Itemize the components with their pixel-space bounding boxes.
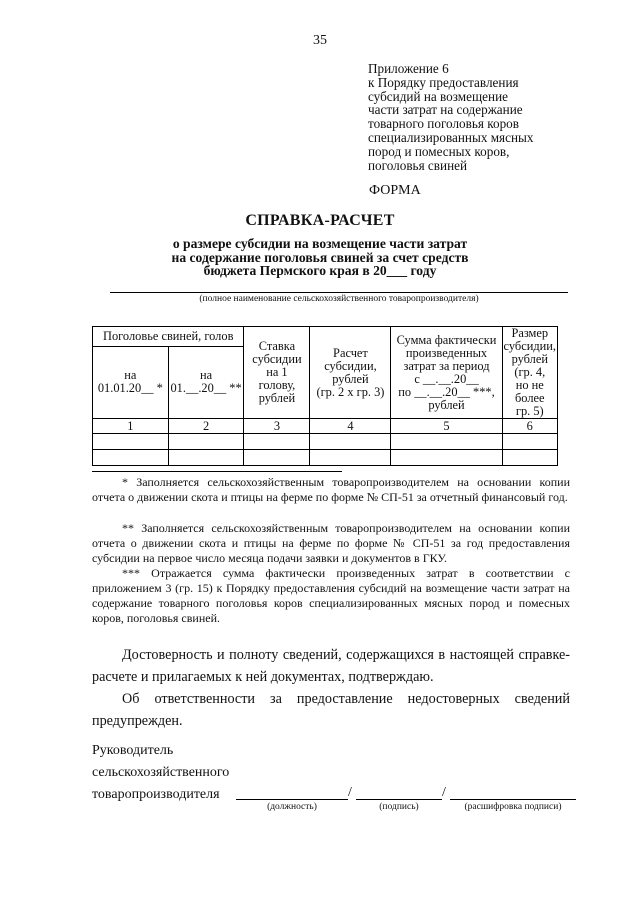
table-cell[interactable]	[168, 450, 244, 466]
column-number: 3	[244, 419, 310, 434]
signature-title-2: сельскохозяйственного	[92, 765, 230, 780]
table-row	[93, 450, 558, 466]
header-calculation: Расчет субсидии, рублей (гр. 2 х гр. 3)	[310, 327, 391, 419]
footnote-separator	[92, 471, 342, 472]
appendix-line: Приложение 6	[368, 61, 449, 76]
footnote-2: ** Заполняется сельскохозяйственным товаропроизводителем на основании копии отчета о движении скота и птицы на ферме по форме № СП-51 за год предоставления субсидии на первое число месяца подачи заявки и документов в ГКУ.	[92, 521, 570, 565]
table-cell[interactable]	[244, 450, 310, 466]
column-number: 2	[168, 419, 244, 434]
subtitle-line: бюджета Пермского края в 20___ году	[203, 263, 437, 279]
page-number: 35	[313, 33, 327, 48]
position-line[interactable]	[236, 799, 348, 800]
column-number: 1	[93, 419, 169, 434]
subtitle-line: о размере субсидии на возмещение части затрат	[172, 236, 468, 251]
responsibility-paragraph: Об ответственности за предоставление недостоверных сведений предупрежден.	[92, 691, 570, 729]
signature-line[interactable]	[356, 799, 442, 800]
producer-name-hint: (полное наименование сельскохозяйственного товаропроизводителя)	[199, 294, 479, 304]
column-number: 4	[310, 419, 391, 434]
table-cell[interactable]	[168, 434, 244, 450]
signature-title-3: товаропроизводителя	[92, 787, 220, 802]
header-subsidy-amount: Размер субсидии, рублей (гр. 4, но не более гр. 5)	[503, 326, 556, 418]
table-cell[interactable]	[93, 434, 169, 450]
footnote-3: *** Отражается сумма фактически произведенных затрат в соответствии с приложением 3 (гр. 15) к Порядку предоставления субсидий на возмещение части затрат на содержание товарного поголовья коров специализированных мясных пород и помесных коров, поголовья свиней.	[92, 566, 570, 625]
producer-name-line	[110, 292, 568, 293]
appendix-line: субсидий на возмещение	[368, 88, 508, 104]
table-cell[interactable]	[93, 450, 169, 466]
column-number: 5	[391, 419, 502, 434]
signature-separator: /	[442, 785, 446, 800]
signature-caption: (подпись)	[379, 802, 419, 812]
header-livestock-month: на 01.__.20__ **	[168, 346, 244, 418]
decode-caption: (расшифровка подписи)	[464, 802, 562, 812]
column-number: 6	[502, 419, 557, 434]
table-cell[interactable]	[391, 450, 502, 466]
table-cell[interactable]	[310, 434, 391, 450]
table-row	[93, 434, 558, 450]
header-rate: Ставка субсидии на 1 голову, рублей	[244, 327, 310, 419]
appendix-line: товарного поголовья коров	[368, 116, 519, 132]
confirmation-paragraph: Достоверность и полноту сведений, содержащихся в настоящей справке-расчете и прилагаемых к ней документах, подтверждаю.	[92, 647, 570, 685]
calculation-table	[92, 326, 558, 466]
subtitle-line: на содержание поголовья свиней за счет средств	[171, 249, 469, 265]
table-cell[interactable]	[502, 434, 557, 450]
decode-line[interactable]	[450, 799, 576, 800]
position-caption: (должность)	[267, 802, 317, 812]
header-livestock-jan: на 01.01.20__ *	[93, 346, 169, 418]
signature-title-1: Руководитель	[92, 743, 174, 758]
table-cell[interactable]	[244, 434, 310, 450]
signature-separator: /	[348, 785, 352, 800]
document-title: СПРАВКА-РАСЧЕТ	[245, 212, 395, 229]
table-cell[interactable]	[391, 434, 502, 450]
footnote-1: * Заполняется сельскохозяйственным товаропроизводителем на основании копии отчета о движении скота и птицы на ферме по форме № СП-51 за отчетный финансовый год.	[92, 475, 570, 504]
appendix-block	[368, 62, 618, 172]
document-subtitle	[140, 237, 500, 278]
table-cell[interactable]	[310, 450, 391, 466]
header-livestock-group: Поголовье свиней, голов	[93, 327, 244, 347]
appendix-line: части затрат на содержание	[368, 102, 523, 118]
table-cell[interactable]	[502, 450, 557, 466]
header-actual-costs: Сумма фактически произведенных затрат за период с __.__.20__ по __.__.20__ ***, рублей	[391, 327, 502, 419]
appendix-line: специализированных мясных	[368, 129, 534, 145]
appendix-line: к Порядку предоставления	[368, 74, 519, 90]
appendix-line: пород и помесных коров,	[368, 143, 510, 159]
form-label: ФОРМА	[369, 183, 421, 198]
appendix-line: поголовья свиней	[368, 157, 468, 173]
